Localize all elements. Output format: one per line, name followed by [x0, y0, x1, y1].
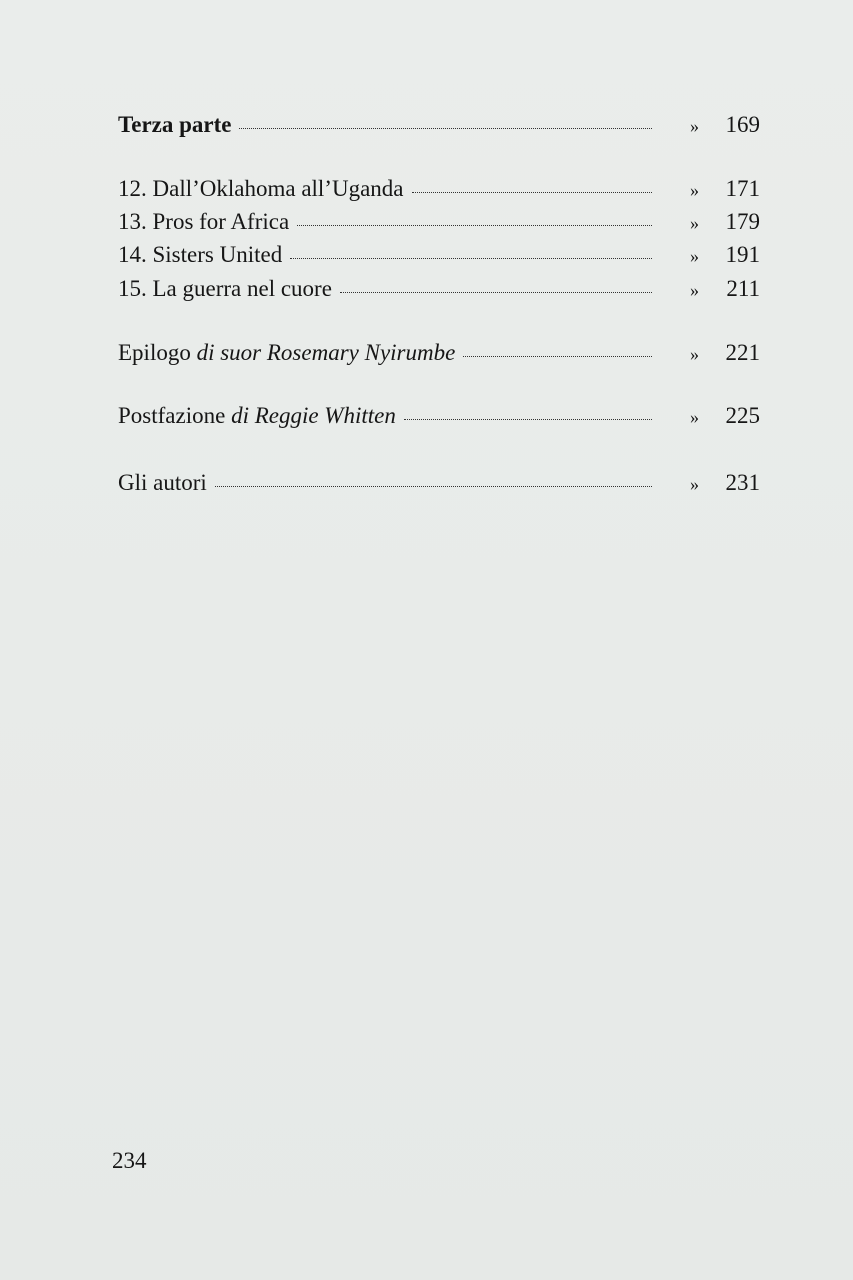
- toc-page-number: 169: [725, 112, 760, 137]
- page-separator: »: [690, 213, 699, 233]
- toc-page-number: 191: [725, 242, 760, 267]
- page-separator: »: [690, 180, 699, 200]
- page-separator: »: [690, 246, 699, 266]
- toc-page-number: 225: [725, 403, 760, 428]
- page-separator: »: [690, 474, 699, 494]
- dot-leader: [297, 225, 652, 226]
- toc-entry-title: 13. Pros for Africa: [118, 209, 290, 234]
- toc-entry-author: di suor Rosemary Nyirumbe: [196, 340, 456, 365]
- toc-entry-title-prefix: Epilogo: [118, 340, 197, 365]
- toc-entry-authors: [118, 470, 760, 504]
- toc-page-number: 179: [725, 209, 760, 234]
- page-separator: »: [690, 280, 699, 300]
- page-separator: »: [690, 407, 699, 427]
- toc-entry-afterword: [118, 403, 760, 437]
- dot-leader: [290, 258, 652, 259]
- toc-page-number: 221: [725, 340, 760, 365]
- dot-leader: [412, 192, 653, 193]
- toc-entry-chapter-13: [118, 209, 760, 243]
- dot-leader: [215, 486, 652, 487]
- page-separator: »: [690, 344, 699, 364]
- page-number: 234: [112, 1148, 147, 1173]
- toc-entry-title: [118, 340, 455, 366]
- toc-entry-epilogue: [118, 340, 760, 374]
- toc-entry-title: 15. La guerra nel cuore: [118, 276, 332, 301]
- toc-entry-chapter-12: [118, 176, 760, 210]
- toc-entry-title: 14. Sisters United: [118, 242, 283, 267]
- toc-page-number: 171: [725, 176, 760, 201]
- toc-entry-chapter-15: [118, 276, 760, 310]
- dot-leader: [404, 419, 652, 420]
- toc-entry-title: Gli autori: [118, 470, 207, 495]
- dot-leader: [239, 128, 652, 129]
- toc-entry-title: 12. Dall’Oklahoma all’Uganda: [118, 176, 404, 201]
- dot-leader: [463, 356, 652, 357]
- toc-page-number: 211: [726, 276, 760, 301]
- toc-entry-chapter-14: [118, 242, 760, 276]
- toc-entry-title: [118, 403, 396, 429]
- toc-entry-title-prefix: Postfazione: [118, 403, 232, 428]
- toc-entry-title: Terza parte: [118, 112, 232, 137]
- dot-leader: [340, 292, 652, 293]
- toc-entry-part-three: [118, 112, 760, 146]
- toc-page-number: 231: [725, 470, 760, 495]
- toc-entry-author: di Reggie Whitten: [231, 403, 396, 428]
- page-separator: »: [690, 116, 699, 136]
